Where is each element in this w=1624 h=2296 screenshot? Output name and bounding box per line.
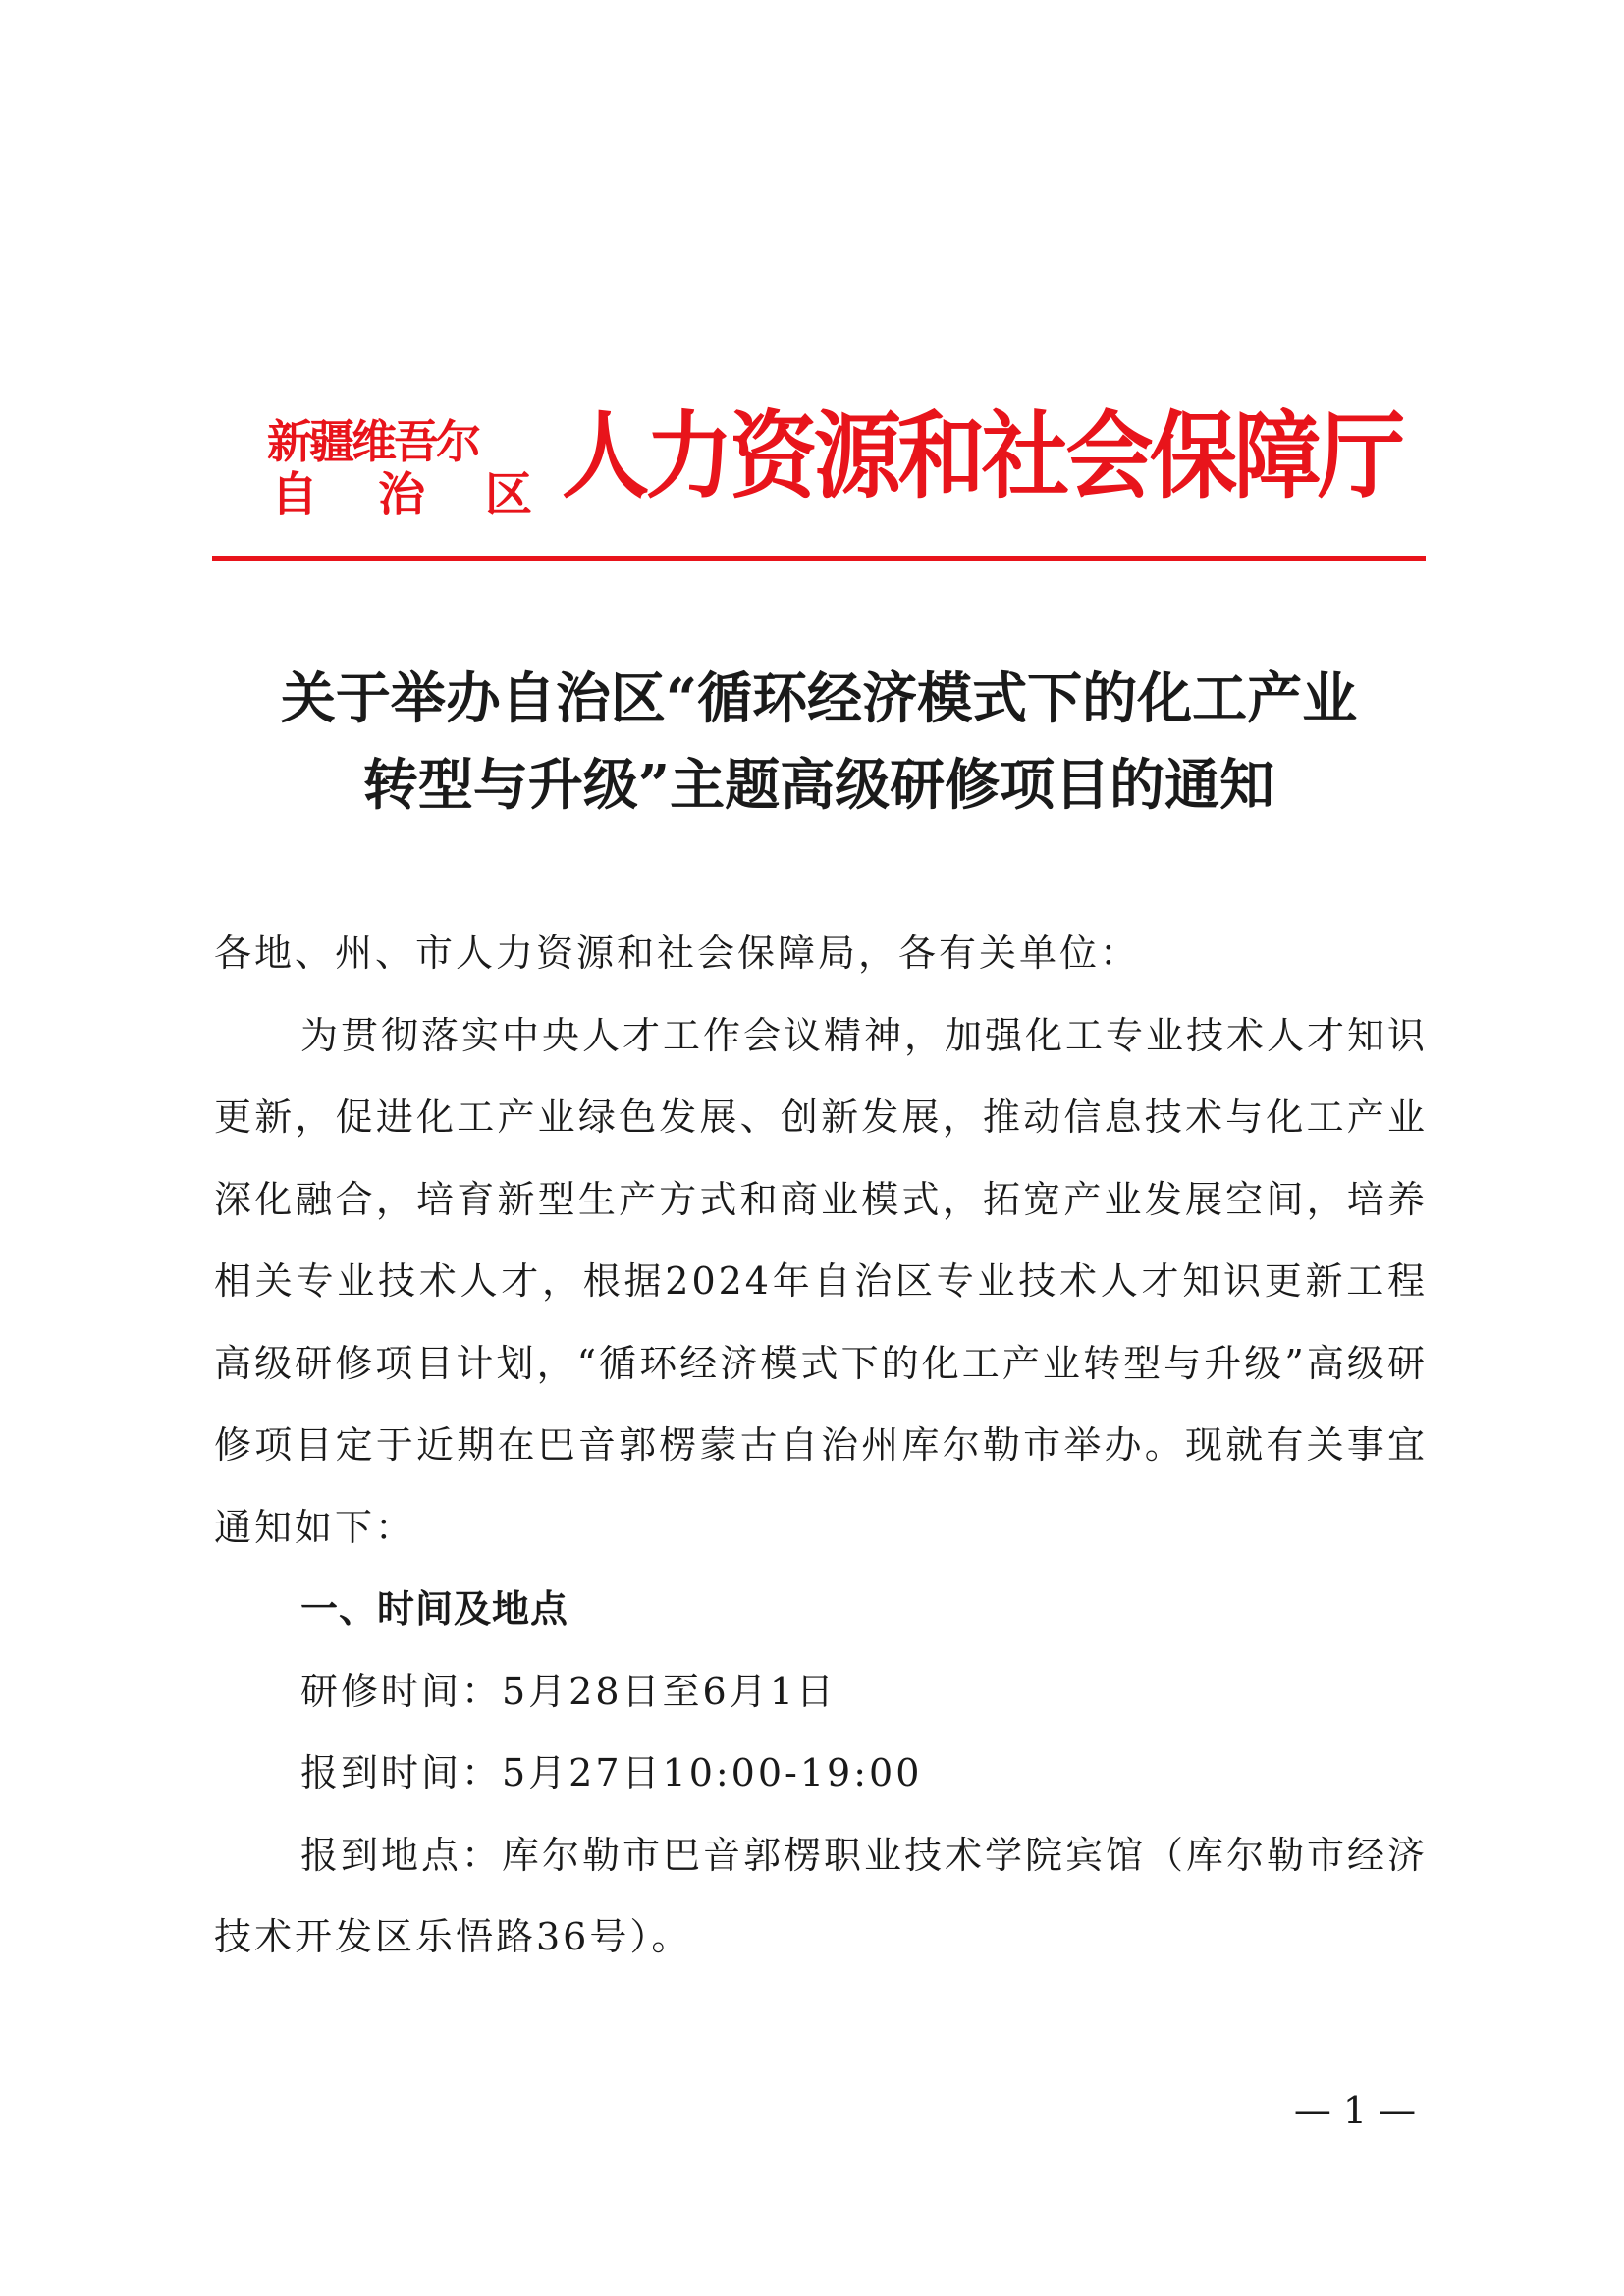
document-title-line1: 关于举办自治区“循环经济模式下的化工产业 <box>280 667 1358 731</box>
checkin-time: 报到时间：5月27日10:00-19:00 <box>300 1751 923 1794</box>
letterhead-region-name <box>267 415 547 521</box>
letterhead-region-line1: 新疆维吾尔 <box>267 415 478 468</box>
section-heading-time-location: 一、时间及地点 <box>300 1587 569 1630</box>
document-body <box>214 913 1428 1979</box>
document-title-line2: 转型与升级”主题高级研修项目的通知 <box>362 753 1275 818</box>
letterhead-region-line2 <box>267 468 532 521</box>
letterhead-region-char: 自 <box>271 467 319 522</box>
letterhead-region-char: 治 <box>377 467 425 522</box>
letterhead-region-char: 区 <box>484 467 532 522</box>
training-time: 研修时间：5月28日至6月1日 <box>300 1669 837 1713</box>
intro-paragraph: 为贯彻落实中央人才工作会议精神，加强化工专业技术人才知识更新，促进化工产业绿色发展、创新发展，推动信息技术与化工产业深化融合，培育新型生产方式和商业模式，拓宽产业发展空间，培养相关专业技术人才，根据2024年自治区专业技术人才知识更新工程高级研修项目计划，“循环经济模式下的化工产业转型与升级”高级研修项目定于近期在巴音郭楞蒙古自治州库尔勒市举办。现就有关事宜通知如下： <box>214 1013 1429 1549</box>
letterhead-divider <box>212 556 1426 561</box>
salutation: 各地、州、市人力资源和社会保障局，各有关单位： <box>214 932 1141 975</box>
checkin-location: 报到地点：库尔勒市巴音郭楞职业技术学院宾馆（库尔勒市经济技术开发区乐悟路36号）。 <box>214 1833 1429 1958</box>
letterhead <box>267 398 1402 535</box>
page-number: — 1 — <box>1293 2089 1417 2132</box>
document-title <box>212 656 1426 828</box>
letterhead-department: 人力资源和社会保障厅 <box>562 400 1402 511</box>
